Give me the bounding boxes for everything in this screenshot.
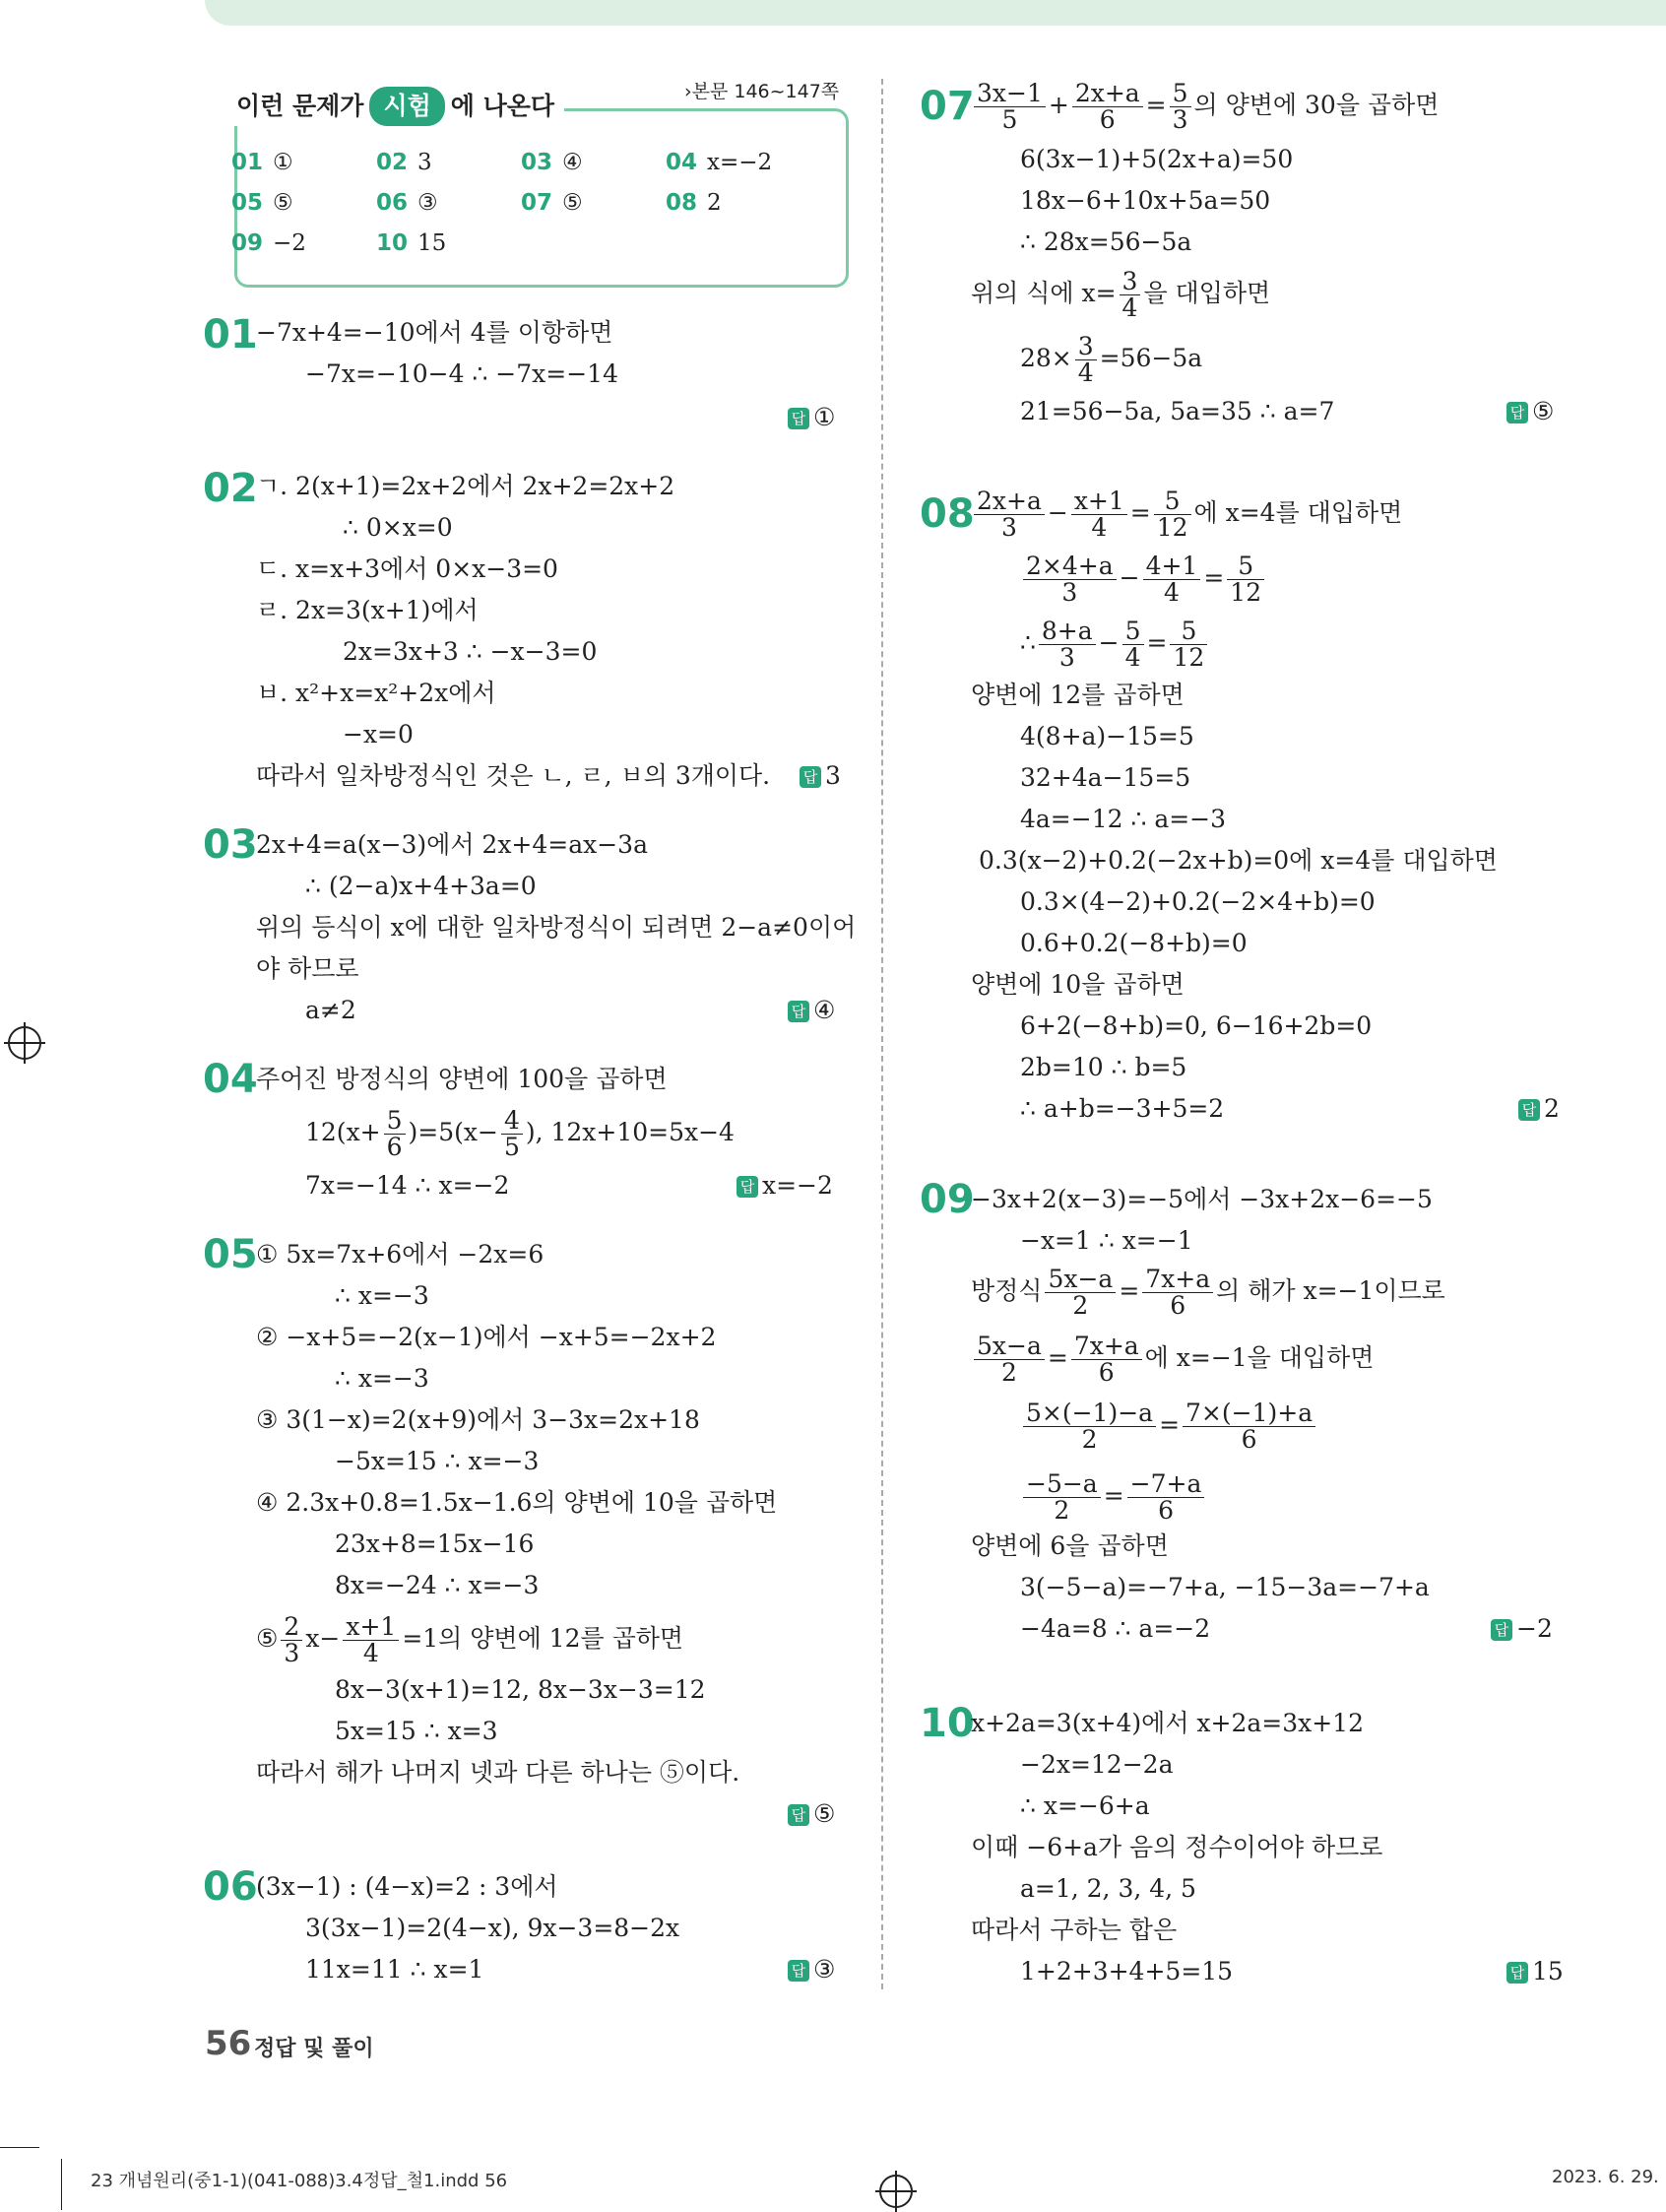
solution-line: 2b=10 ∴ b=5 xyxy=(1020,1053,1187,1081)
solution-line: 위의 등식이 x에 대한 일차방정식이 되려면 2−a≠0이어 xyxy=(256,913,857,942)
problem-number: 07 xyxy=(920,84,975,129)
problem-number: 01 xyxy=(203,312,258,358)
crop-mark xyxy=(0,2147,39,2148)
fraction: $\frac{5}{6}$ xyxy=(384,1108,406,1160)
solution-line: 야 하므로 xyxy=(256,954,359,983)
solution-line: 3(−5−a)=−7+a, −15−3a=−7+a xyxy=(1020,1573,1430,1601)
solution-line: 28× $\frac{3}{4}$ =56−5a xyxy=(1020,332,1203,387)
answer-badge-icon: 답 xyxy=(1491,1619,1512,1641)
solution-line: 위의 식에 x= $\frac{3}{4}$ 을 대입하면 xyxy=(971,267,1271,322)
solution-line: ∴ (2−a)x+4+3a=0 xyxy=(305,872,537,900)
fraction: $\frac{5}{12}$ xyxy=(1154,488,1191,541)
answer-mark: 답 ① xyxy=(788,402,835,433)
solution-line: $\frac{5\times(-1)-a}{2}$ = $\frac{7\times(-1)+a}{6}$ xyxy=(1020,1399,1318,1453)
solution-line: 양변에 6을 곱하면 xyxy=(971,1531,1169,1560)
answer-mark: 답 ③ xyxy=(788,1954,835,1985)
crop-mark xyxy=(61,2159,62,2210)
solution-line: ④ 2.3x+0.8=1.5x−1.6의 양변에 10을 곱하면 xyxy=(256,1488,778,1517)
solution-line: 따라서 구하는 합은 xyxy=(971,1916,1178,1944)
fraction: $\frac{5}{3}$ xyxy=(1170,81,1191,133)
answer-mark: 답 −2 xyxy=(1491,1613,1553,1645)
solution-line: $\frac{2\times 4+a}{3}$ − $\frac{4+1}{4}$ = $\frac{5}{12}$ xyxy=(1020,552,1267,606)
fraction: $\frac{7\times(-1)+a}{6}$ xyxy=(1183,1400,1315,1453)
fraction: $\frac{3}{4}$ xyxy=(1120,269,1141,321)
summary-item: 02 3 xyxy=(376,150,432,175)
page-reference xyxy=(684,77,839,103)
fraction: $\frac{x+1}{4}$ xyxy=(1071,488,1127,541)
solution-line: 8x−3(x+1)=12, 8x−3x−3=12 xyxy=(335,1675,706,1704)
solution-line: ∴ x=−6+a xyxy=(1020,1791,1150,1820)
summary-title xyxy=(226,87,564,126)
solution-line: a=1, 2, 3, 4, 5 xyxy=(1020,1874,1196,1903)
solution-line: −x=1 ∴ x=−1 xyxy=(1020,1226,1193,1255)
solution-line: ① 5x=7x+6에서 −2x=6 xyxy=(256,1240,545,1269)
solution-line: 0.6+0.2(−8+b)=0 xyxy=(1020,929,1248,957)
chevron-right-icon: › xyxy=(684,81,692,102)
summary-item: 09 −2 xyxy=(231,230,306,256)
solution-line: 6+2(−8+b)=0, 6−16+2b=0 xyxy=(1020,1011,1373,1040)
fraction: $\frac{5}{4}$ xyxy=(1122,618,1144,671)
solution-line: 32+4a−15=5 xyxy=(1020,763,1191,792)
column-divider xyxy=(881,79,883,1989)
fraction: $\frac{2x+a}{6}$ xyxy=(1072,81,1143,133)
fraction: $\frac{x+1}{4}$ xyxy=(343,1614,399,1666)
solution-line: 12(x+ $\frac{5}{6}$ )=5(x− $\frac{4}{5}$ ), 12x+10=5x−4 xyxy=(305,1106,735,1161)
problem-number: 02 xyxy=(203,466,258,511)
solution-line: $\frac{5x-a}{2}$ = $\frac{7x+a}{6}$ 에 x=−1을 대입하면 xyxy=(971,1332,1374,1386)
solution-line: ② −x+5=−2(x−1)에서 −x+5=−2x+2 xyxy=(256,1323,717,1351)
answer-mark: 답 ⑤ xyxy=(1506,396,1554,427)
solution-line: 23x+8=15x−16 xyxy=(335,1529,535,1558)
solution-line: 이때 −6+a가 음의 정수이어야 하므로 xyxy=(971,1833,1383,1861)
fraction: $\frac{5x-a}{2}$ xyxy=(974,1334,1045,1386)
solution-line: 6(3x−1)+5(2x+a)=50 xyxy=(1020,145,1294,173)
solution-line: ∴ a+b=−3+5=2 xyxy=(1020,1094,1225,1123)
solution-line: ⑤ $\frac{2}{3}$ x− $\frac{x+1}{4}$ =1의 양변에 12를 곱하면 xyxy=(256,1612,684,1667)
solution-line: ∴ x=−3 xyxy=(335,1364,429,1393)
solution-line: 5x=15 ∴ x=3 xyxy=(335,1717,498,1745)
problem-number: 04 xyxy=(203,1057,258,1102)
summary-item: 07 ⑤ xyxy=(521,190,583,216)
solution-line: ∴ 28x=56−5a xyxy=(1020,228,1192,256)
solution-line: 양변에 10을 곱하면 xyxy=(971,970,1185,999)
solution-line: 0.3×(4−2)+0.2(−2×4+b)=0 xyxy=(1020,887,1376,916)
solution-line: 2x=3x+3 ∴ −x−3=0 xyxy=(343,637,598,666)
summary-item: 03 ④ xyxy=(521,150,583,175)
answer-badge-icon: 답 xyxy=(788,1960,809,1982)
problem-number: 03 xyxy=(203,822,258,868)
registration-mark-icon xyxy=(8,1026,41,1060)
solution-line: −4a=8 ∴ a=−2 xyxy=(1020,1614,1211,1643)
solution-line: ㄹ. 2x=3(x+1)에서 xyxy=(256,596,479,624)
answer-mark: 답 3 xyxy=(800,760,841,792)
answer-mark: 답 ④ xyxy=(788,995,835,1026)
solution-line: −5x=15 ∴ x=−3 xyxy=(335,1447,540,1475)
registration-mark-icon xyxy=(879,2175,913,2208)
answer-badge-icon: 답 xyxy=(1506,1962,1528,1984)
solution-line: 따라서 일차방정식인 것은 ㄴ, ㄹ, ㅂ의 3개이다. xyxy=(256,761,771,790)
solution-line: 11x=11 ∴ x=1 xyxy=(305,1955,484,1984)
fraction: $\frac{7x+a}{6}$ xyxy=(1142,1267,1213,1319)
solution-line: 주어진 방정식의 양변에 100을 곱하면 xyxy=(256,1065,668,1093)
solution-line: −x=0 xyxy=(343,720,414,748)
solution-line: 7x=−14 ∴ x=−2 xyxy=(305,1171,510,1200)
solution-line: 1+2+3+4+5=15 xyxy=(1020,1957,1234,1985)
answer-mark: 답 x=−2 xyxy=(737,1170,833,1202)
answer-badge-icon: 답 xyxy=(788,1804,809,1826)
solution-line: ∴ 0×x=0 xyxy=(343,513,453,542)
solution-line: a≠2 xyxy=(305,996,356,1024)
problem-number: 10 xyxy=(920,1701,975,1746)
summary-title-post: 에 나온다 xyxy=(450,92,555,120)
summary-item: 01 ① xyxy=(231,150,293,175)
fraction: $\frac{2\times 4+a}{3}$ xyxy=(1023,553,1117,606)
solution-line: 따라서 해가 나머지 넷과 다른 하나는 ⑤이다. xyxy=(256,1758,740,1787)
fraction: $\frac{5}{12}$ xyxy=(1170,618,1207,671)
solution-line: −7x+4=−10에서 4를 이항하면 xyxy=(256,318,613,347)
answer-badge-icon: 답 xyxy=(788,408,809,429)
summary-item: 10 15 xyxy=(376,230,447,256)
answer-mark: 답 ⑤ xyxy=(788,1798,835,1830)
solution-line: 4a=−12 ∴ a=−3 xyxy=(1020,805,1227,833)
solution-line: 21=56−5a, 5a=35 ∴ a=7 xyxy=(1020,397,1335,425)
fraction: $\frac{-5-a}{2}$ xyxy=(1023,1471,1101,1524)
page-number: 56 xyxy=(205,2024,252,2063)
summary-item: 04 x=−2 xyxy=(666,150,773,175)
solution-line: ㅂ. x²+x=x²+2x에서 xyxy=(256,679,496,707)
summary-item: 08 2 xyxy=(666,190,722,216)
top-band xyxy=(205,0,1666,26)
answer-badge-icon: 답 xyxy=(1518,1099,1540,1121)
solution-line: ③ 3(1−x)=2(x+9)에서 3−3x=2x+18 xyxy=(256,1405,700,1434)
solution-line: 18x−6+10x+5a=50 xyxy=(1020,186,1271,215)
solution-line: ㄷ. x=x+3에서 0×x−3=0 xyxy=(256,554,558,583)
problem-number: 06 xyxy=(203,1864,258,1910)
fraction: $\frac{-7+a}{6}$ xyxy=(1127,1471,1205,1524)
solution-line: 8x=−24 ∴ x=−3 xyxy=(335,1571,540,1599)
fraction: $\frac{4}{5}$ xyxy=(501,1108,523,1160)
solution-line: $\frac{2x+a}{3}$ − $\frac{x+1}{4}$ = $\frac{5}{12}$ 에 x=4를 대입하면 xyxy=(971,487,1402,541)
summary-title-pre: 이런 문제가 xyxy=(236,92,364,120)
summary-item: 06 ③ xyxy=(376,190,438,216)
solution-line: 3(3x−1)=2(4−x), 9x−3=8−2x xyxy=(305,1914,680,1942)
print-date: 2023. 6. 29. xyxy=(1552,2167,1659,2187)
answer-badge-icon: 답 xyxy=(800,766,821,788)
fraction: $\frac{7x+a}{6}$ xyxy=(1071,1334,1142,1386)
solution-line: −7x=−10−4 ∴ −7x=−14 xyxy=(305,359,618,388)
answer-badge-icon: 답 xyxy=(737,1176,758,1198)
solution-line: ∴ $\frac{8+a}{3}$ − $\frac{5}{4}$ = $\frac{5}{12}$ xyxy=(1020,617,1210,671)
solution-line: $\frac{-5-a}{2}$ = $\frac{-7+a}{6}$ xyxy=(1020,1469,1207,1524)
solution-line: ∴ x=−3 xyxy=(335,1281,429,1310)
solution-line: 2x+4=a(x−3)에서 2x+4=ax−3a xyxy=(256,830,648,859)
solution-line: ㄱ. 2(x+1)=2x+2에서 2x+2=2x+2 xyxy=(256,472,675,500)
solution-line: (3x−1) : (4−x)=2 : 3에서 xyxy=(256,1872,558,1901)
page-reference-text: 본문 146~147쪽 xyxy=(691,81,840,102)
fraction: $\frac{3}{4}$ xyxy=(1075,334,1097,386)
page-section-label: 정답 및 풀이 xyxy=(254,2037,374,2061)
fraction: $\frac{5}{12}$ xyxy=(1227,553,1264,606)
fraction: $\frac{5\times(-1)-a}{2}$ xyxy=(1023,1400,1156,1453)
solution-line: x+2a=3(x+4)에서 x+2a=3x+12 xyxy=(971,1709,1364,1737)
print-file-info: 23 개념원리(중1-1)(041-088)3.4정답_철1.indd 56 xyxy=(91,2171,508,2191)
problem-number: 08 xyxy=(920,491,975,537)
solution-line: 4(8+a)−15=5 xyxy=(1020,722,1194,750)
solution-line: $\frac{3x-1}{5}$ + $\frac{2x+a}{6}$ = $\frac{5}{3}$ 의 양변에 30을 곱하면 xyxy=(971,79,1439,133)
solution-line: 0.3(x−2)+0.2(−2x+b)=0에 x=4를 대입하면 xyxy=(979,846,1498,875)
solution-line: 양변에 12를 곱하면 xyxy=(971,681,1185,709)
problem-number: 09 xyxy=(920,1177,975,1222)
answer-badge-icon: 답 xyxy=(788,1001,809,1022)
solution-line: −3x+2(x−3)=−5에서 −3x+2x−6=−5 xyxy=(971,1185,1433,1213)
problem-number: 05 xyxy=(203,1232,258,1277)
answer-mark: 답 15 xyxy=(1506,1956,1564,1987)
solution-line: 방정식 $\frac{5x-a}{2}$ = $\frac{7x+a}{6}$ 의 해가 x=−1이므로 xyxy=(971,1265,1445,1320)
fraction: $\frac{2}{3}$ xyxy=(281,1614,302,1666)
fraction: $\frac{2x+a}{3}$ xyxy=(974,488,1045,541)
fraction: $\frac{8+a}{3}$ xyxy=(1039,618,1096,671)
answer-badge-icon: 답 xyxy=(1506,402,1528,423)
answer-mark: 답 2 xyxy=(1518,1093,1560,1125)
fraction: $\frac{4+1}{4}$ xyxy=(1143,553,1201,606)
fraction: $\frac{3x-1}{5}$ xyxy=(974,81,1046,133)
solution-line: −2x=12−2a xyxy=(1020,1750,1174,1779)
summary-title-highlight: 시험 xyxy=(369,87,444,126)
summary-item: 05 ⑤ xyxy=(231,190,293,216)
fraction: $\frac{5x-a}{2}$ xyxy=(1045,1267,1116,1319)
